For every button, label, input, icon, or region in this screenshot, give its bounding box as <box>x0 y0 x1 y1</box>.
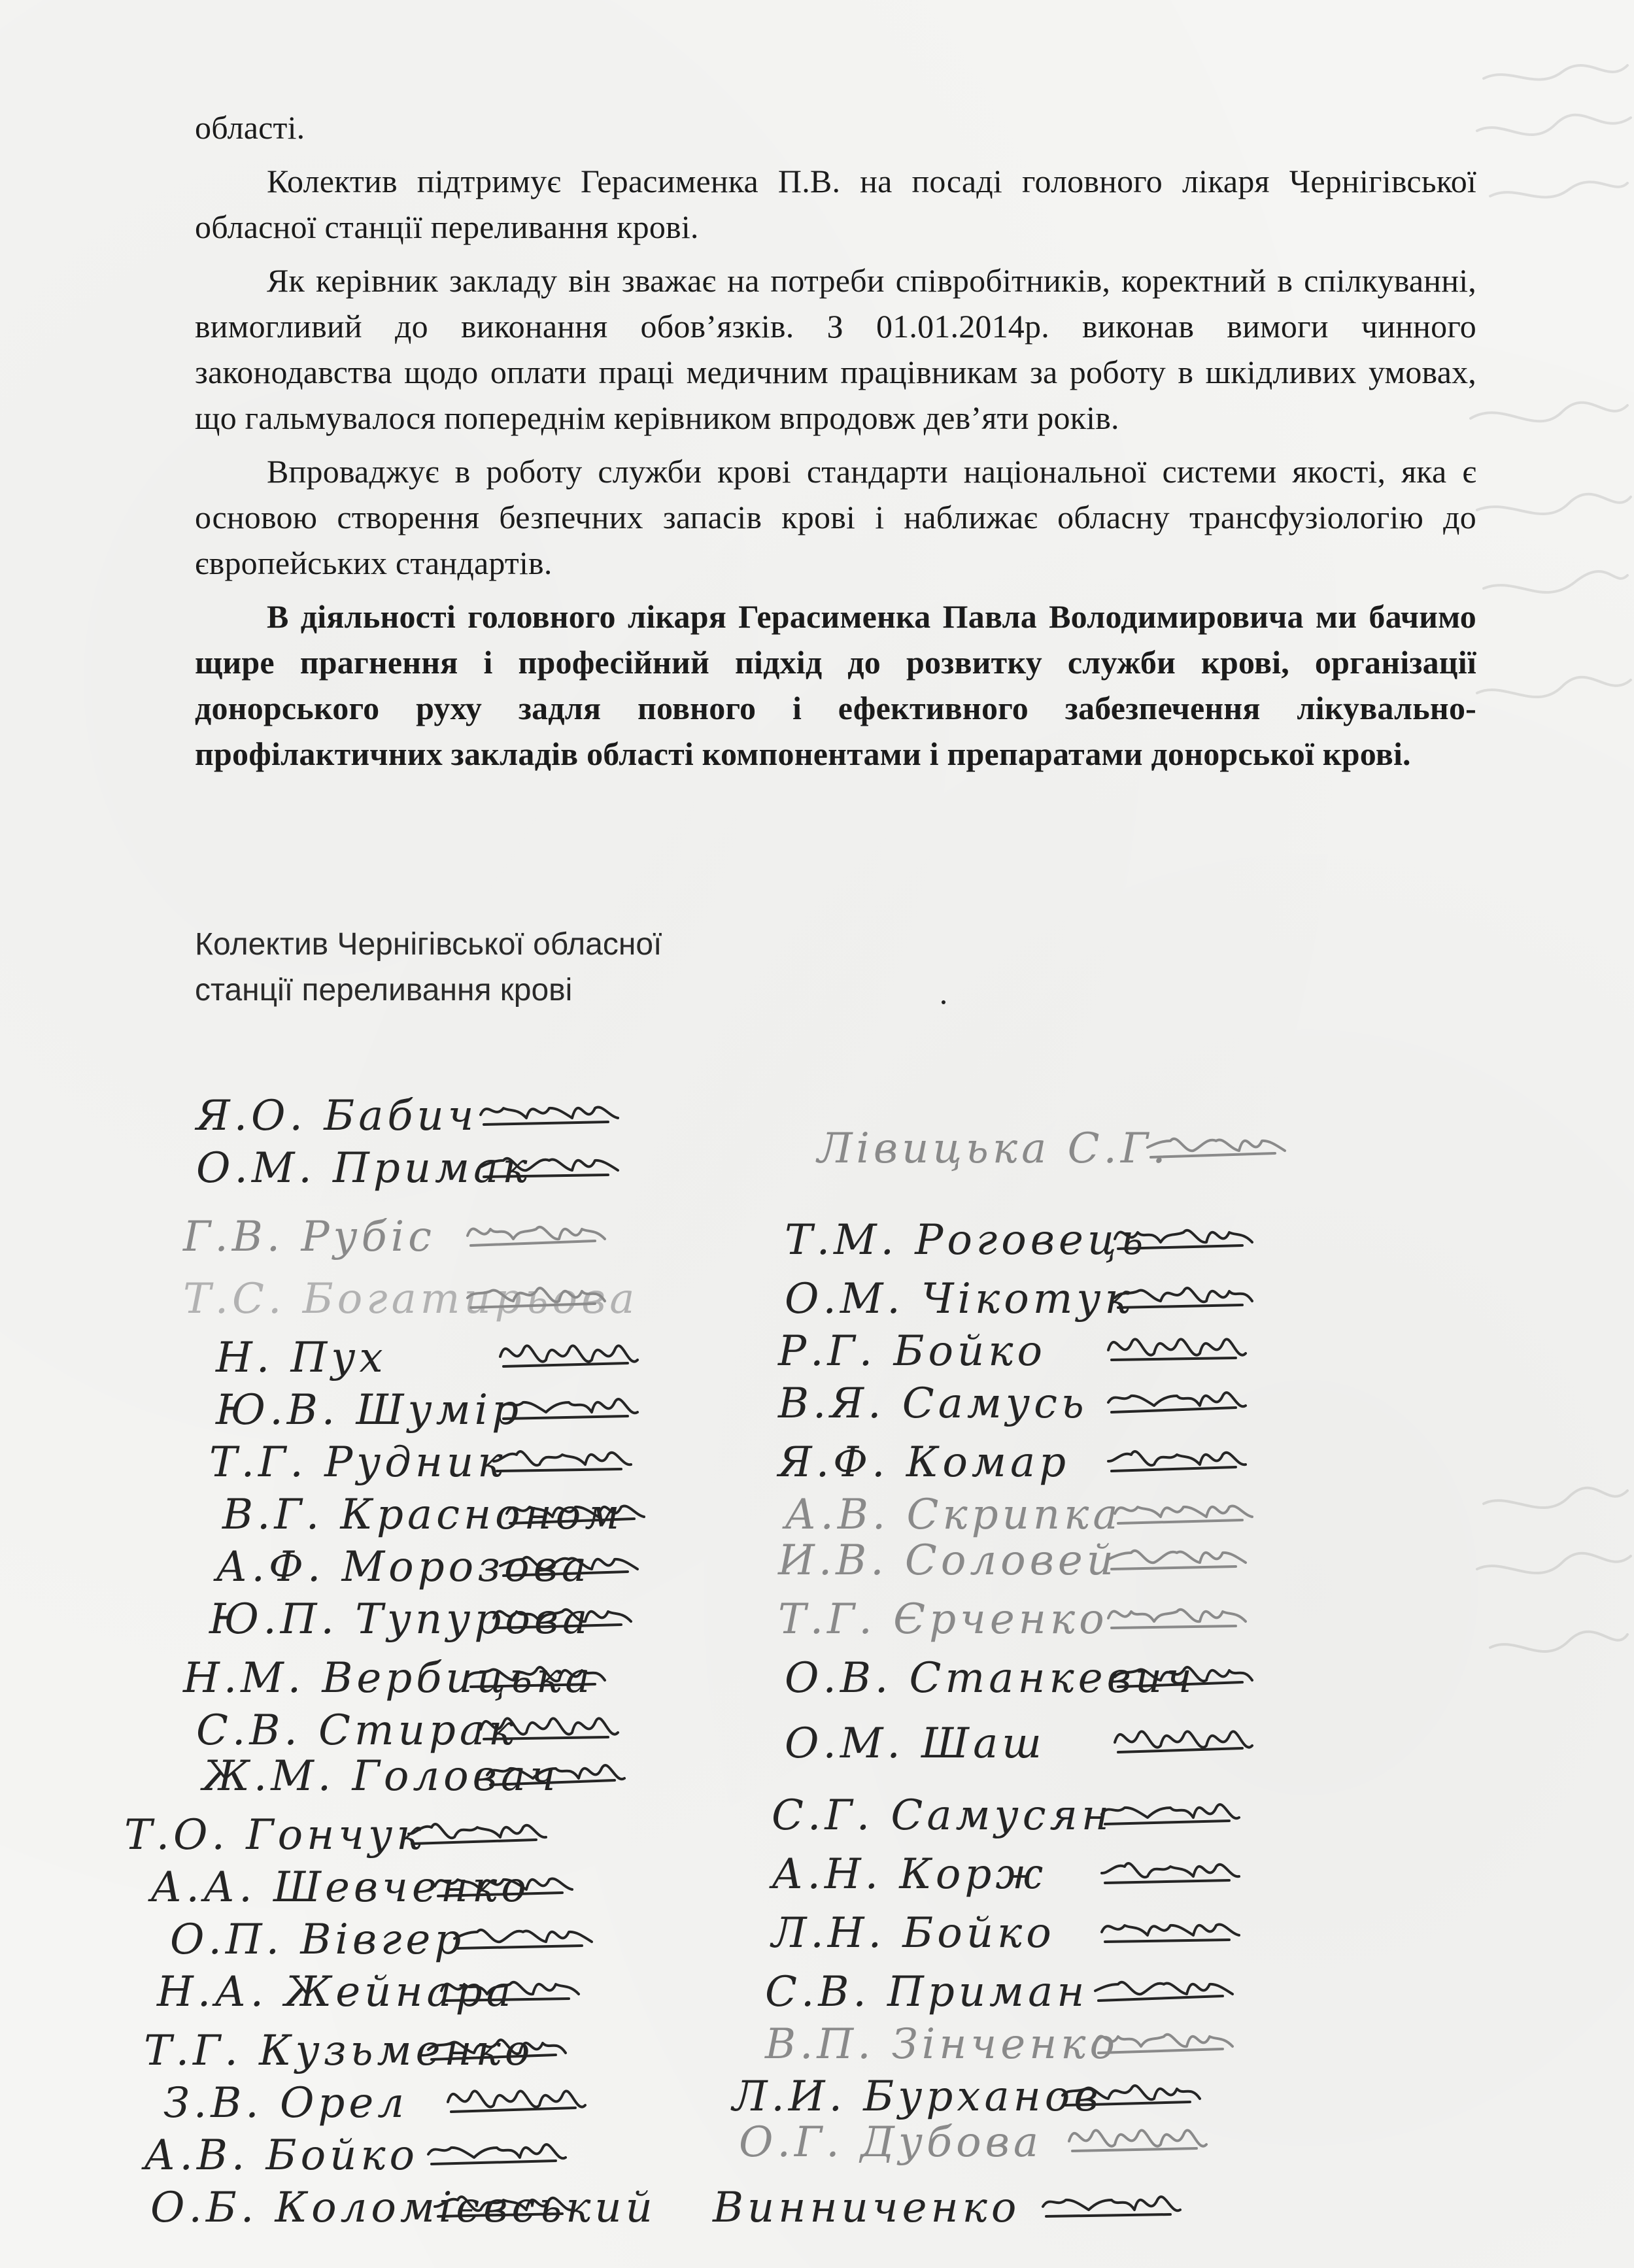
right-signature-mark-3 <box>1112 1272 1255 1324</box>
right-name-16: В.П. Зінченко <box>765 2020 1119 2069</box>
left-signature-mark-20 <box>425 2128 569 2180</box>
left-signature-mark-17 <box>438 1965 582 2017</box>
right-name-2: Т.М. Роговець <box>785 1216 1148 1264</box>
right-name-13: А.Н. Корж <box>772 1850 1047 1899</box>
signoff-block <box>195 922 662 1013</box>
right-signature-mark-16 <box>1092 2017 1236 2069</box>
right-name-11: О.М. Шаш <box>785 1719 1046 1768</box>
left-name-1: Я.О. Бабич <box>196 1092 478 1140</box>
left-name-19: З.В. Орел <box>163 2079 408 2127</box>
letter-body <box>195 105 1476 785</box>
left-name-6: Ю.В. Шумір <box>216 1386 523 1434</box>
left-name-2: О.М. Примак <box>196 1144 532 1193</box>
paragraph-1: області. <box>195 109 305 146</box>
left-signature-mark-10 <box>490 1592 634 1644</box>
paragraph-3: Як керівник закладу він зважає на потреби співробітників, коректний в спілкуванні, вимогливий до виконання обов’язків. З 01.01.2014р. виконав вимоги чинного законодавства щодо оплати праці медичним працівникам за роботу в шкідливих умовах, що гальмувалося попереднім керівником впродовж дев’яти років. <box>195 262 1476 436</box>
left-signature-mark-3 <box>464 1210 608 1262</box>
right-name-14: Л.Н. Бойко <box>772 1909 1055 1957</box>
left-signature-mark-2 <box>477 1141 621 1193</box>
left-signature-mark-14 <box>405 1808 549 1860</box>
right-signature-mark-12 <box>1098 1788 1242 1840</box>
left-signature-mark-9 <box>497 1540 641 1592</box>
right-signature-mark-14 <box>1098 1906 1242 1958</box>
paragraph-2: Колектив підтримує Герасименка П.В. на посаді головного лікаря Чернігівської обласної станції переливання крові. <box>195 163 1476 245</box>
stray-dot <box>942 1000 945 1004</box>
right-signature-mark-15 <box>1092 1965 1236 2017</box>
left-name-13: Ж.М. Головач <box>203 1752 560 1801</box>
paragraph-4: Впроваджує в роботу служби крові стандарти національної системи якості, яка є основою створення безпечних запасів крові і наближає обласну трансфузіологію до європейських стандартів. <box>195 453 1476 581</box>
right-signature-mark-19 <box>1040 2180 1183 2233</box>
left-signature-mark-19 <box>445 2076 588 2128</box>
right-signature-mark-2 <box>1112 1213 1255 1265</box>
left-signature-mark-5 <box>497 1330 641 1383</box>
left-name-21: О.Б. Коломієвський <box>150 2184 656 2232</box>
left-name-10: Ю.П. Тупурова <box>209 1595 592 1644</box>
right-name-7: А.В. Скрипка <box>785 1491 1122 1539</box>
bleed-through-handwriting <box>1464 0 1634 2268</box>
left-name-3: Г.В. Рубіс <box>183 1213 435 1261</box>
right-signature-mark-6 <box>1105 1435 1249 1487</box>
left-name-8: В.Г. Красноном <box>222 1491 624 1539</box>
right-name-19: Винниченко <box>713 2184 1021 2232</box>
right-name-18: О.Г. Дубова <box>739 2118 1043 2167</box>
left-signature-mark-7 <box>490 1435 634 1487</box>
left-name-18: Т.Г. Кузьменко <box>144 2027 534 2075</box>
left-signature-mark-11 <box>464 1651 608 1703</box>
left-signature-mark-4 <box>464 1272 608 1324</box>
right-name-6: Я.Ф. Комар <box>778 1438 1070 1487</box>
right-signature-mark-1 <box>1144 1121 1288 1174</box>
signoff-line-2: станції переливання крові <box>195 973 573 1007</box>
left-signature-mark-13 <box>484 1749 628 1801</box>
right-name-15: С.В. Приман <box>765 1968 1089 2016</box>
left-name-4: Т.С. Богатирьова <box>183 1275 639 1323</box>
right-signature-mark-11 <box>1112 1716 1255 1769</box>
left-signature-mark-21 <box>432 2180 575 2233</box>
left-name-9: А.Ф. Морозова <box>216 1543 591 1591</box>
left-signature-mark-8 <box>503 1487 647 1540</box>
right-signature-mark-10 <box>1112 1651 1255 1703</box>
paragraph-5: В діяльності головного лікаря Герасименка Павла Володимировича ми бачимо щире прагнення і професійний підхід до розвитку служби крові, організації донорського руху задля повного і ефективного забезпечення лікувально-профілактичних закладів області компонентами і препаратами донорської крові. <box>195 598 1476 772</box>
right-signature-mark-9 <box>1105 1592 1249 1644</box>
left-signature-mark-6 <box>497 1383 641 1435</box>
right-name-3: О.М. Чікотук <box>785 1275 1134 1323</box>
right-signature-mark-18 <box>1066 2115 1210 2167</box>
left-name-15: А.А. Шевченко <box>150 1863 530 1912</box>
right-signature-mark-13 <box>1098 1847 1242 1899</box>
right-signature-mark-17 <box>1059 2069 1203 2122</box>
right-signature-mark-7 <box>1112 1487 1255 1540</box>
left-name-14: Т.О. Гончук <box>124 1811 426 1859</box>
right-name-17: Л.И. Бурханов <box>732 2073 1102 2121</box>
left-name-11: Н.М. Вербицька <box>183 1654 594 1702</box>
left-name-17: Н.А. Жейнара <box>157 1968 515 2016</box>
left-name-12: С.В. Стирак <box>196 1706 518 1755</box>
signoff-line-1: Колектив Чернігівської обласної <box>195 927 662 962</box>
right-name-1: Лівицька С.Г. <box>817 1125 1170 1173</box>
left-signature-mark-16 <box>451 1912 595 1965</box>
right-name-4: Р.Г. Бойко <box>778 1327 1046 1376</box>
left-name-7: Т.Г. Рудник <box>209 1438 507 1487</box>
left-signature-mark-12 <box>477 1703 621 1755</box>
left-name-16: О.П. Вівгер <box>170 1916 466 1964</box>
right-name-9: Т.Г. Єрченко <box>778 1595 1108 1644</box>
right-name-12: С.Г. Самусян <box>772 1791 1114 1840</box>
left-name-20: А.В. Бойко <box>144 2131 419 2180</box>
left-name-5: Н. Пух <box>216 1334 387 1382</box>
left-signature-mark-15 <box>432 1860 575 1912</box>
left-signature-mark-1 <box>477 1089 621 1141</box>
right-name-5: В.Я. Самусь <box>778 1379 1088 1428</box>
right-signature-mark-8 <box>1105 1533 1249 1585</box>
right-name-10: О.В. Станкевич <box>785 1654 1196 1702</box>
right-signature-mark-5 <box>1105 1376 1249 1429</box>
right-signature-mark-4 <box>1105 1324 1249 1376</box>
left-signature-mark-18 <box>425 2023 569 2076</box>
right-name-8: И.В. Соловей <box>778 1536 1117 1585</box>
